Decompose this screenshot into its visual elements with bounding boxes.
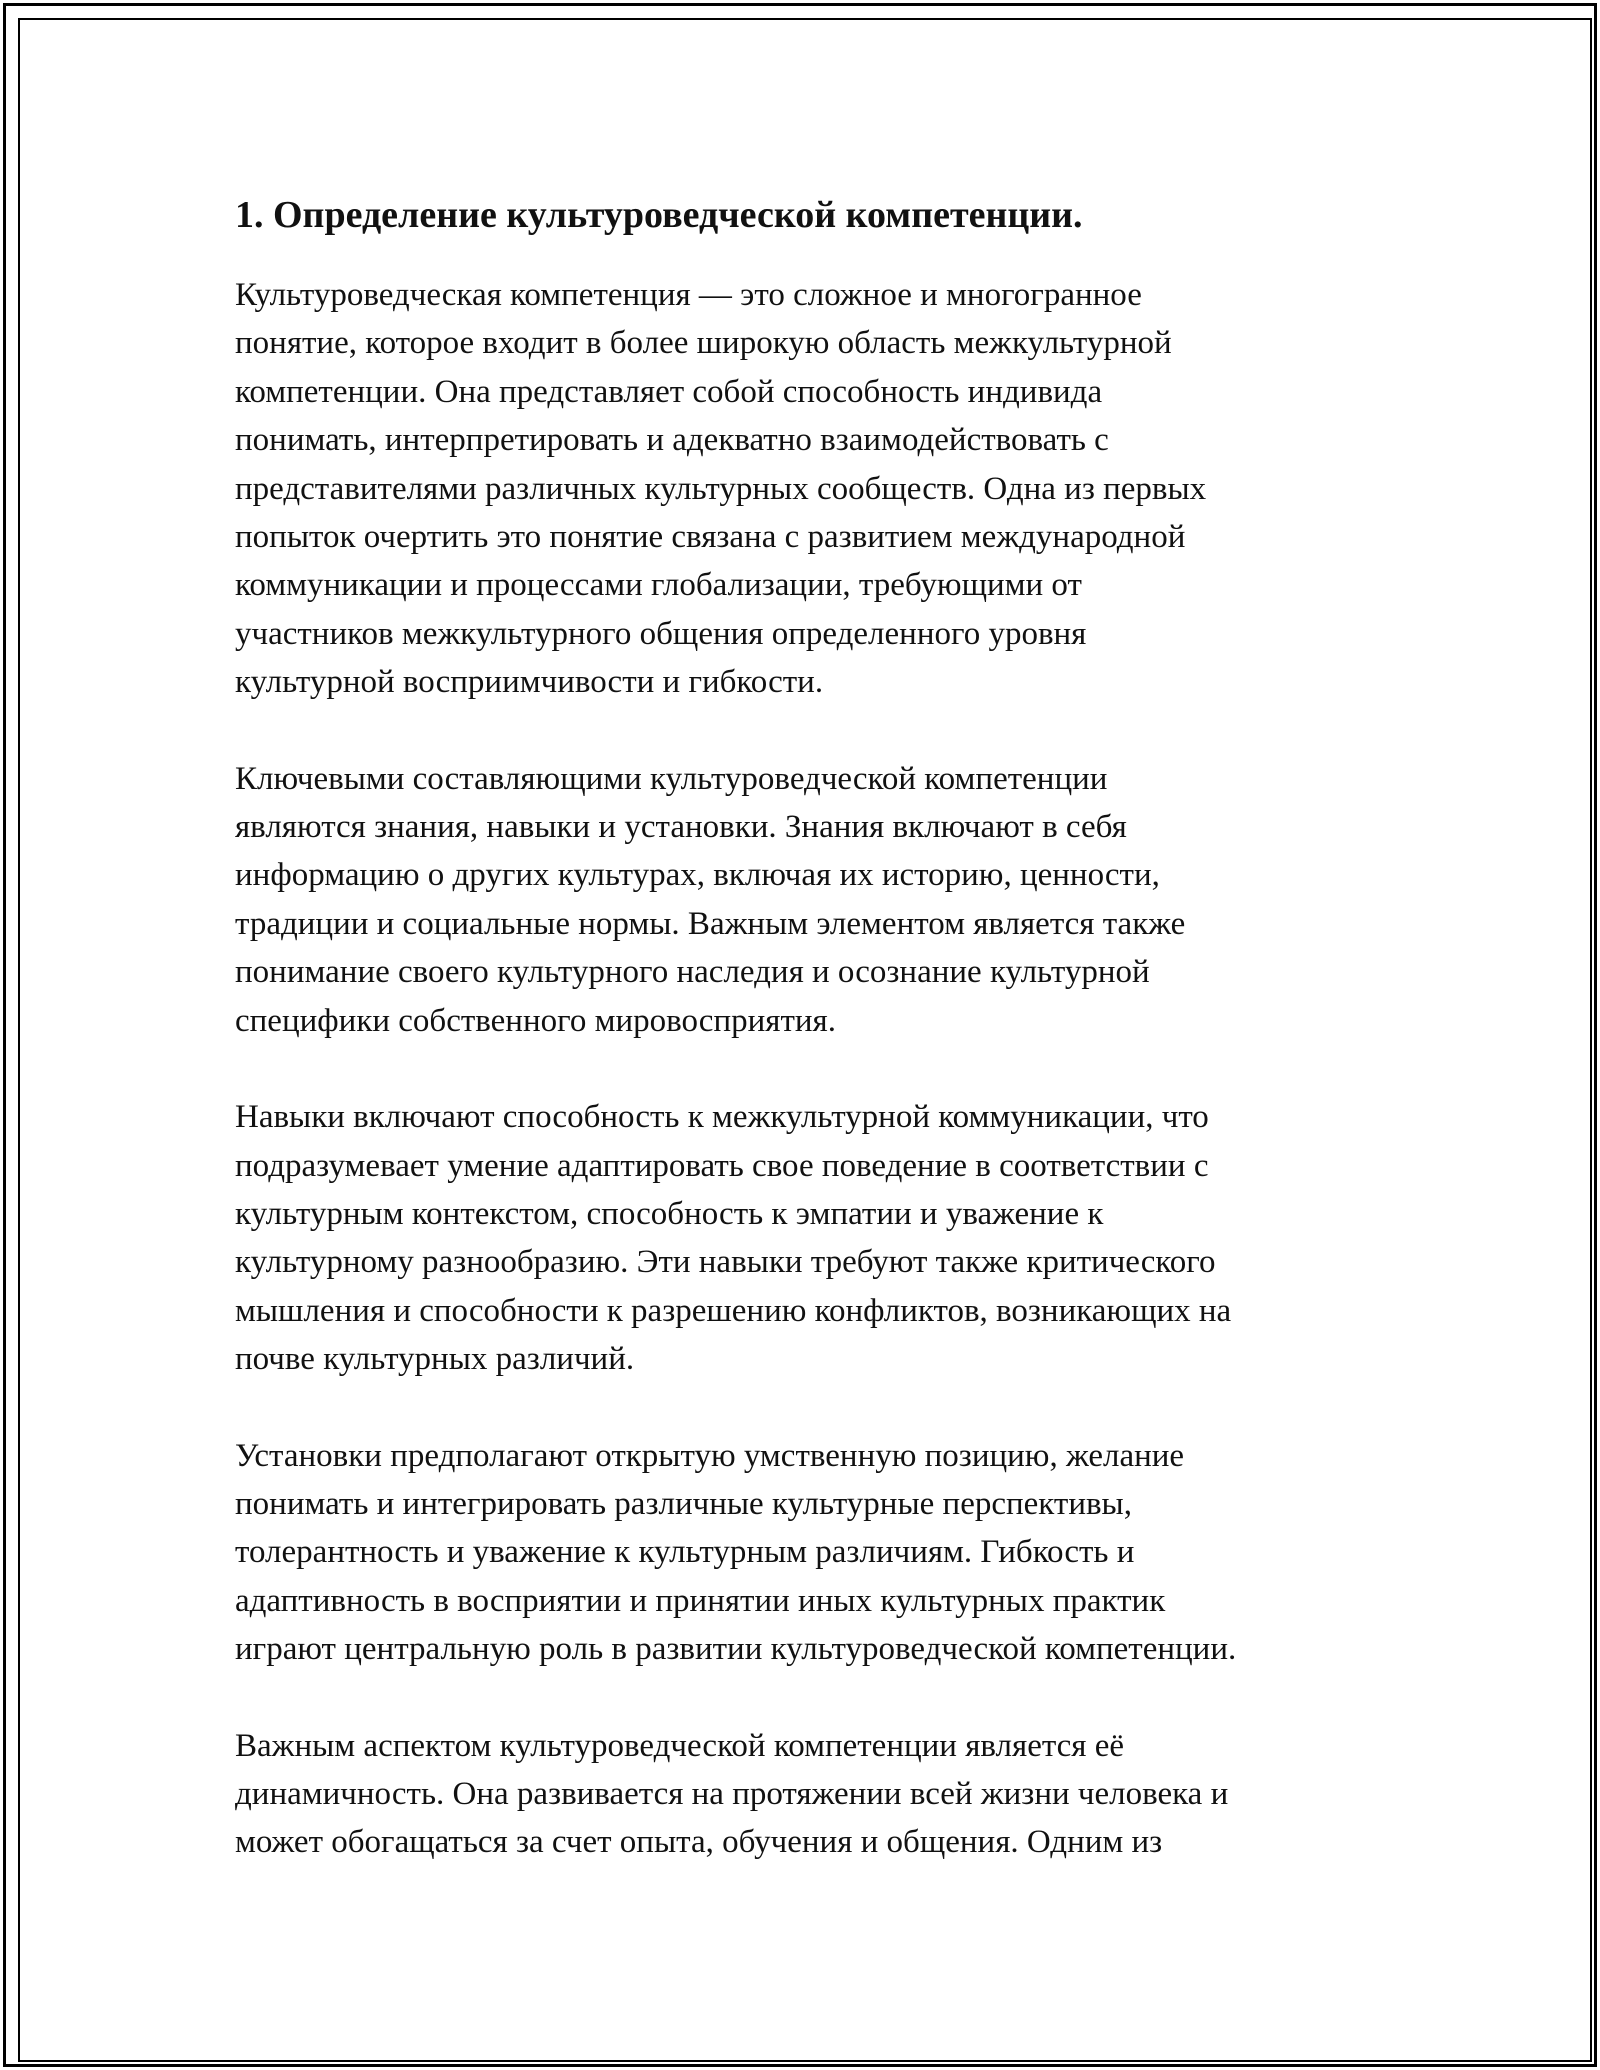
text-line: коммуникации и процессами глобализации, требующими от	[235, 567, 1082, 604]
text-line: подразумевает умение адаптировать свое поведение в соответствии с	[235, 1147, 1209, 1184]
document-body	[235, 187, 1385, 1915]
body-paragraph	[235, 755, 1385, 1045]
body-paragraph	[235, 1432, 1385, 1674]
text-line: Культуроведческая компетенция — это сложное и многогранное	[235, 277, 1142, 313]
text-line: являются знания, навыки и установки. Знания включают в себя	[235, 809, 1127, 846]
text-line: Установки предполагают открытую умственную позицию, желание	[235, 1437, 1185, 1474]
text-line: толерантность и уважение к культурным различиям. Гибкость и	[235, 1534, 1135, 1571]
body-paragraph	[235, 1093, 1385, 1383]
text-line: понимать и интегрировать различные культурные перспективы,	[235, 1485, 1132, 1522]
text-line: Ключевыми составляющими культуроведческой компетенции	[235, 760, 1108, 797]
text-line: специфики собственного мировосприятия.	[235, 1002, 836, 1039]
text-line: играют центральную роль в развитии культуроведческой компетенции.	[235, 1631, 1237, 1668]
text-line: почве культурных различий.	[235, 1341, 635, 1378]
paragraphs-container	[235, 271, 1385, 1867]
text-line: может обогащаться за счет опыта, обучения и общения. Одним из	[235, 1824, 1163, 1861]
text-line: Важным аспектом культуроведческой компетенции является её	[235, 1727, 1125, 1764]
text-line: мышления и способности к разрешению конфликтов, возникающих на	[235, 1292, 1232, 1329]
text-line: понятие, которое входит в более широкую область межкультурной	[235, 325, 1172, 362]
text-line: понимание своего культурного наследия и осознание культурной	[235, 954, 1150, 991]
text-line: представителями различных культурных сообществ. Одна из первых	[235, 470, 1207, 507]
text-line: динамичность. Она развивается на протяжении всей жизни человека и	[235, 1775, 1229, 1812]
body-paragraph	[235, 271, 1385, 707]
text-line: культурному разнообразию. Эти навыки требуют также критического	[235, 1244, 1216, 1281]
text-line: информацию о других культурах, включая их историю, ценности,	[235, 857, 1160, 894]
text-line: адаптивность в восприятии и принятии иных культурных практик	[235, 1582, 1166, 1619]
text-line: компетенции. Она представляет собой способность индивида	[235, 373, 1103, 410]
text-line: культурной восприимчивости и гибкости.	[235, 664, 824, 701]
text-line: попыток очертить это понятие связана с развитием международной	[235, 519, 1186, 556]
section-heading: 1. Определение культуроведческой компетенции.	[235, 194, 1083, 236]
text-line: участников межкультурного общения определенного уровня	[235, 615, 1087, 652]
text-line: Навыки включают способность к межкультурной коммуникации, что	[235, 1099, 1209, 1136]
text-line: традиции и социальные нормы. Важным элементом является также	[235, 905, 1186, 942]
body-paragraph	[235, 1722, 1385, 1867]
text-line: культурным контекстом, способность к эмпатии и уважение к	[235, 1195, 1104, 1232]
text-line: понимать, интерпретировать и адекватно взаимодействовать с	[235, 422, 1109, 459]
